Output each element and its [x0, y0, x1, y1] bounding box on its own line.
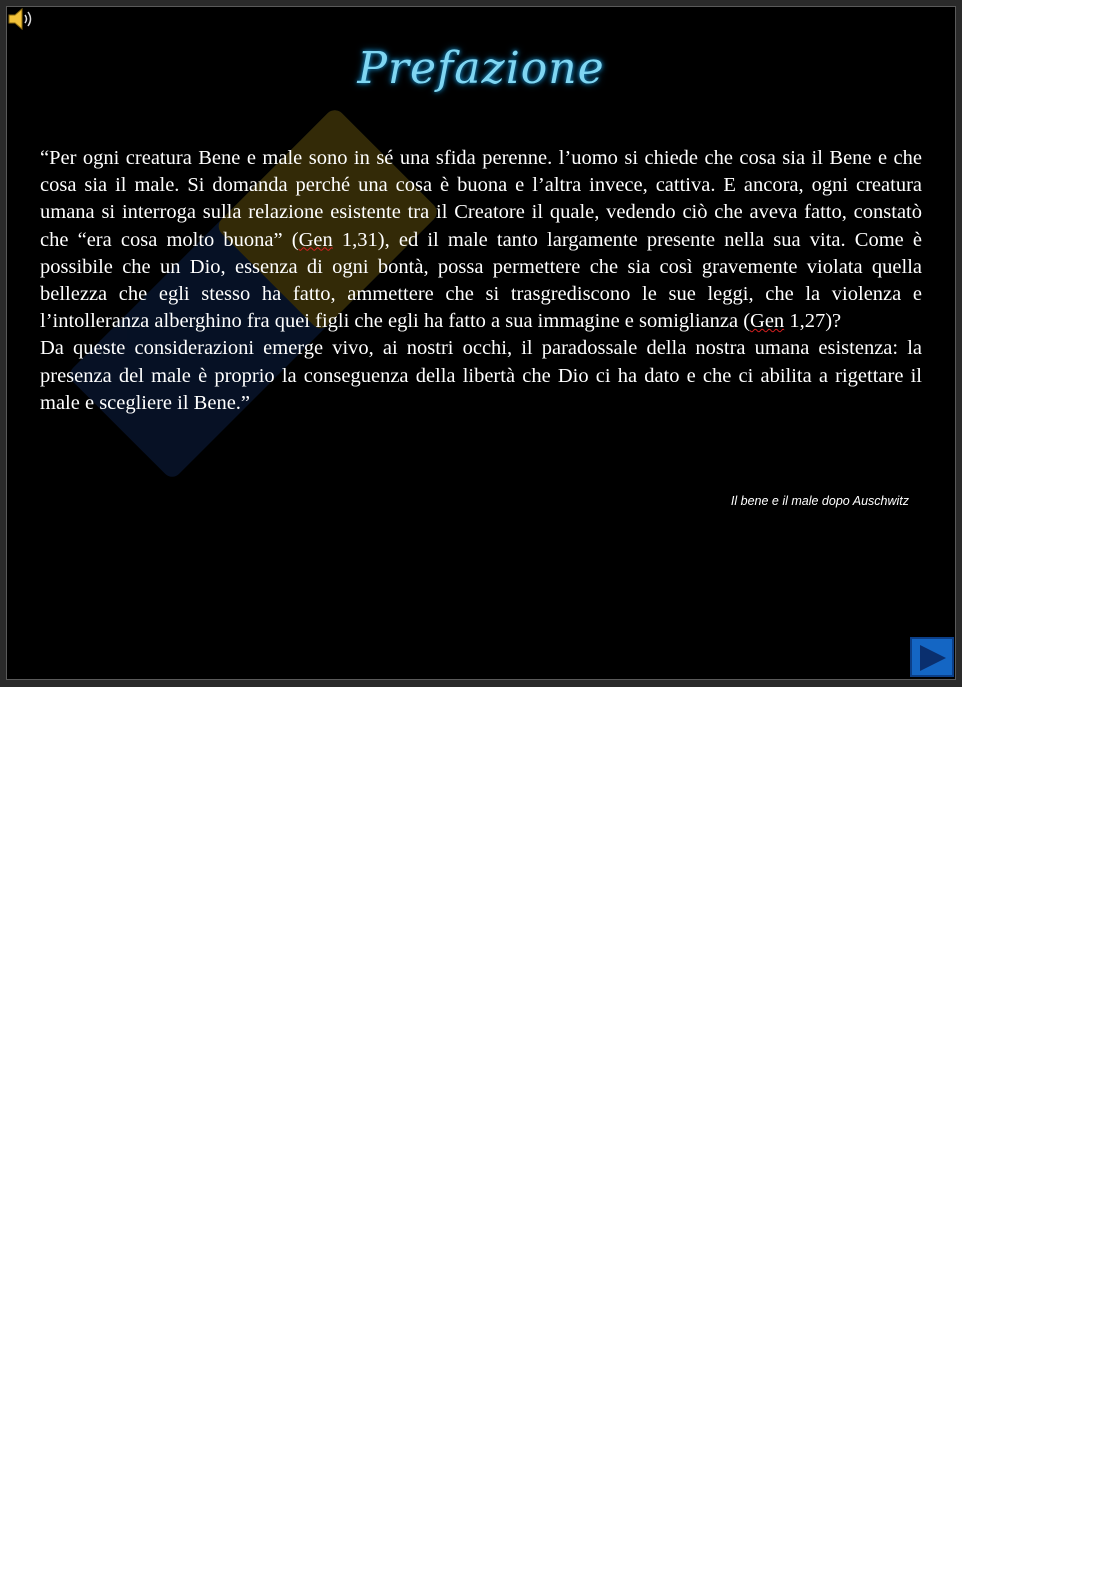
- quote-text-part-3: 1,27)?: [784, 310, 842, 333]
- quote-source: Il bene e il male dopo Auschwitz: [730, 494, 909, 508]
- slide-title: Prefazione: [357, 43, 605, 94]
- bible-reference: Gen: [750, 310, 785, 333]
- next-arrow-icon: [918, 644, 948, 672]
- quote-paragraph-2: Da queste considerazioni emerge vivo, ai nostri occhi, il paradossale della nostra umana esistenza: la presenza del male è proprio la conseguenza della libertà che Dio ci ha dato e che ci abilita a rigettare il male e scegliere il Bene.”: [40, 337, 922, 414]
- speaker-icon[interactable]: [7, 7, 35, 31]
- quote-paragraph-1: [40, 145, 922, 335]
- quote-text-part-1: “Per ogni creatura Bene e male sono in sé una sfida perenne. l’uomo si chiede che cosa sia il Bene e che cosa sia il male. Si domanda perché una cosa è buona e l’altra invece, cattiva. E ancora, ogni creatura umana si interroga sulla relazione esistente tra il Creatore il quale, vedendo ciò che aveva fatto, constatò che “era cosa molto buona” (: [40, 147, 922, 251]
- slide-frame: [0, 0, 962, 687]
- slide: [6, 6, 956, 680]
- quote-body: [40, 145, 922, 417]
- quote-text-part-2: 1,31), ed il male tanto largamente presente nella sua vita. Come è possibile che un Dio, essenza di ogni bontà, possa permettere che sia così gravemente violata quella bellezza che egli stesso ha fatto, ammettere che si trasgrediscono le sue leggi, che la violenza e l’intolleranza alberghino fra quei figli che egli ha fatto a sua immagine e somiglianza (: [40, 228, 922, 333]
- bible-reference: Gen: [298, 228, 333, 251]
- next-slide-button[interactable]: [910, 637, 954, 677]
